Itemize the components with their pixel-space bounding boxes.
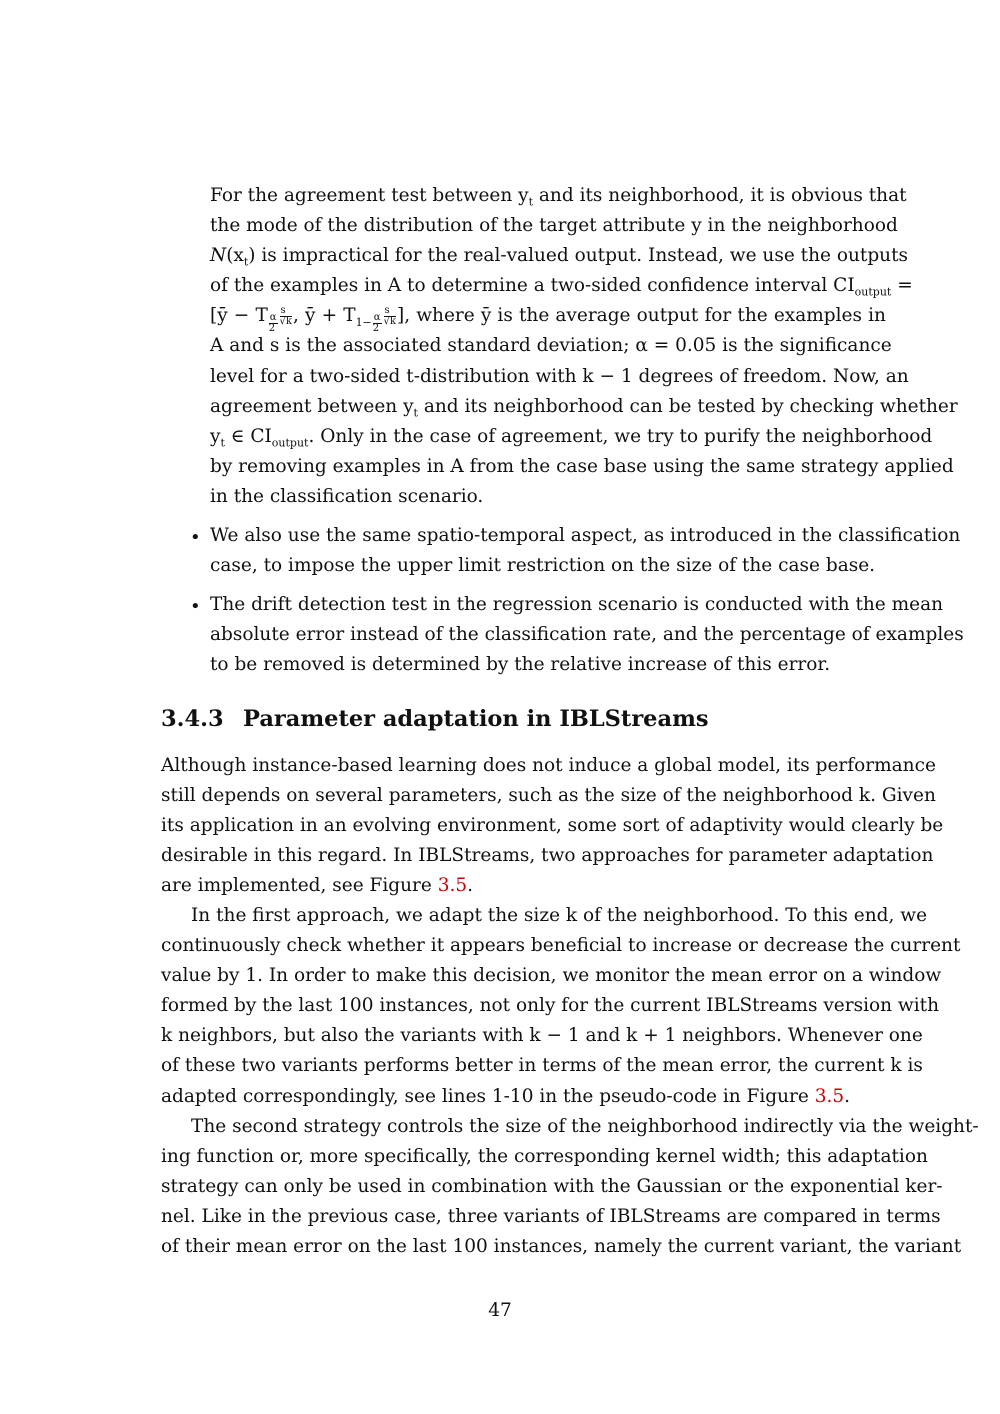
text-line: Although instance-based learning does not induce a global model, its performance <box>161 755 936 776</box>
page-number: 47 <box>488 1300 512 1321</box>
body-paragraph <box>161 1112 979 1262</box>
text-line: agreement between $y_t$ and its neighborhood can be tested by checking whether <box>210 395 958 420</box>
text-line: For the agreement test between $y_t$ and its neighborhood, it is obvious that <box>210 185 907 209</box>
text-line: its application in an evolving environment, some sort of adaptivity would clearly be <box>161 815 944 837</box>
figure-link[interactable]: 3.5 <box>814 1085 845 1107</box>
text-line: still depends on several parameters, such as the size of the neighborhood k. Given <box>161 785 936 807</box>
body-paragraph <box>161 751 944 901</box>
bullet-dot-icon: • <box>190 527 201 548</box>
text-line: k neighbors, but also the variants with k − 1 and k + 1 neighbors. Whenever one <box>161 1025 923 1047</box>
text-line: continuously check whether it appears beneficial to increase or decrease the current <box>161 935 961 957</box>
section-heading <box>161 706 709 732</box>
text-line: In the first approach, we adapt the size k of the neighborhood. To this end, we <box>191 905 928 926</box>
text-line: adapted correspondingly, see lines 1-10 in the pseudo-code in Figure 3.5. <box>161 1085 851 1107</box>
text-line: A and s is the associated standard deviation; α = 0.05 is the significance <box>210 335 892 357</box>
text-line: The drift detection test in the regression scenario is conducted with the mean <box>210 594 944 615</box>
section-number: 3.4.3 <box>161 706 224 732</box>
bullet-item <box>210 521 961 581</box>
text-line: desirable in this regard. In IBLStreams, two approaches for parameter adaptation <box>161 845 934 867</box>
text-line: The second strategy controls the size of the neighborhood indirectly via the weight- <box>191 1116 979 1137</box>
text-line: of these two variants performs better in terms of the mean error, the current k is <box>161 1055 923 1077</box>
text-line: $N(x_t)$ is impractical for the real-valued output. Instead, we use the outputs <box>210 245 909 269</box>
text-line: of the examples in A to determine a two-sided confidence interval $CI_{output}$ = <box>210 275 913 299</box>
intro-paragraph <box>210 181 958 512</box>
text-line: level for a two-sided t-distribution with k − 1 degrees of freedom. Now, an <box>210 365 909 387</box>
text-line: ing function or, more specifically, the corresponding kernel width; this adaptation <box>161 1146 928 1168</box>
text-line: We also use the same spatio-temporal aspect, as introduced in the classification <box>210 525 961 546</box>
formula-line: [ȳ − T $_{\frac{\alpha}{2}}$ $\frac{s}{√k}$ , ȳ + $T_{1- \frac{\alpha}{2}}$ $\frac{s}{√k}$ ], where ȳ is the average output for the examples in <box>210 304 886 334</box>
figure-link[interactable]: 3.5 <box>437 875 468 897</box>
text-line: nel. Like in the previous case, three variants of IBLStreams are compared in terms <box>161 1206 941 1228</box>
text-line: are implemented, see Figure 3.5. <box>161 875 474 897</box>
text-line: strategy can only be used in combination with the Gaussian or the exponential ker- <box>161 1176 943 1198</box>
text-line: of their mean error on the last 100 instances, namely the current variant, the variant <box>161 1236 962 1258</box>
text-line: case, to impose the upper limit restriction on the size of the case base. <box>210 555 876 577</box>
text-line: in the classification scenario. <box>210 485 484 507</box>
section-title: Parameter adaptation in IBLStreams <box>243 706 709 732</box>
bullet-item <box>210 590 964 680</box>
body-paragraph <box>161 901 961 1112</box>
text-line: by removing examples in A from the case base using the same strategy applied <box>210 455 954 477</box>
bullet-dot-icon: • <box>190 596 201 617</box>
text-line: value by 1. In order to make this decision, we monitor the mean error on a window <box>161 965 942 987</box>
text-line: absolute error instead of the classification rate, and the percentage of examples <box>210 624 964 646</box>
text-line: $y_t$ ∈ $CI_{output}$. Only in the case of agreement, we try to purify the neighborhood <box>210 425 933 450</box>
text-line: formed by the last 100 instances, not only for the current IBLStreams version with <box>161 995 940 1017</box>
text-line: to be removed is determined by the relative increase of this error. <box>210 654 831 676</box>
text-line: the mode of the distribution of the target attribute y in the neighborhood <box>210 215 898 237</box>
